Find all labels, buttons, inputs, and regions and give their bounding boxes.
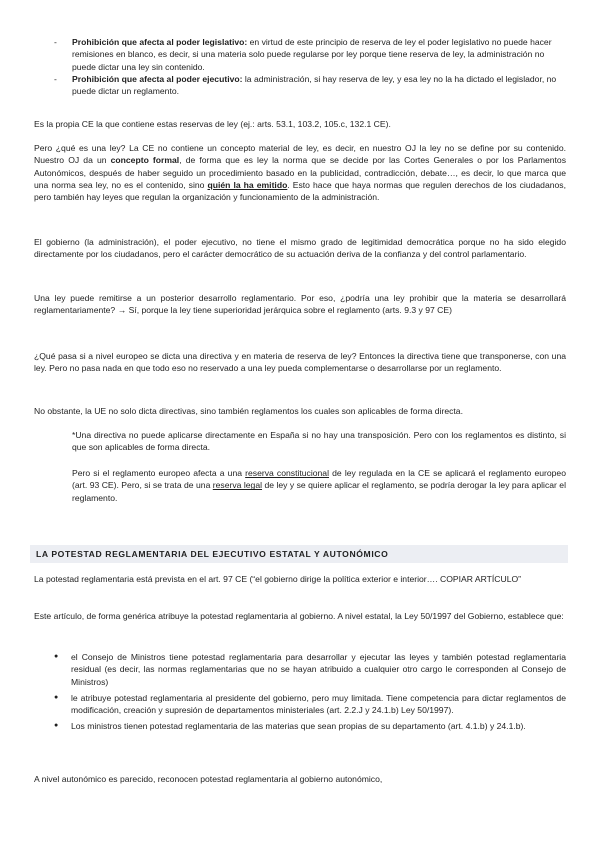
- paragraph: A nivel autonómico es parecido, reconocen potestad reglamentaria al gobierno autonómico,: [34, 774, 383, 784]
- list-item-text: la administración, si hay reserva de ley, y esa ley no la ha dictado el legislador, no puede dictar un reglamento.: [72, 73, 557, 97]
- paragraph: Este artículo, de forma genérica atribuye la potestad reglamentaria al gobierno. A nivel estatal, la Ley 50/1997 del Gobierno, establece que:: [34, 611, 564, 621]
- list-item: [54, 73, 566, 98]
- underlined-term: quién la ha emitido: [207, 179, 288, 190]
- prohibitions-list: [54, 36, 566, 97]
- bold-term: concepto formal: [110, 155, 180, 166]
- list-item-bold: Prohibición que afecta al poder legislativo:: [72, 37, 248, 47]
- paragraph: ¿Qué pasa si a nivel europeo se dicta una directiva y en materia de reserva de ley? Entonces la directiva tiene que transponerse, con una ley. Pero no pasa nada en que todo eso no reservado a una ley pueda complementarse o desarrollarse por un reglamento.: [34, 351, 566, 374]
- bullet-list: [54, 651, 566, 737]
- underlined-term: reserva constitucional: [245, 468, 329, 478]
- paragraph: La potestad reglamentaria está prevista en el art. 97 CE (“el gobierno dirige la política exterior e interior…. COPIAR ARTÍCULO”: [34, 574, 522, 584]
- paragraph: Es la propia CE la que contiene estas reservas de ley (ej.: arts. 53.1, 103.2, 105.c, 132.1 CE).: [34, 119, 391, 129]
- list-item: ● el Consejo de Ministros tiene potestad reglamentaria para desarrollar y ejecutar las leyes y también potestad reglamentaria residual (es decir, las normas reglamentarias que no se hayan atribuido a cualquier otro cargo le corresponden al Consejo de Ministros): [54, 651, 566, 688]
- paragraph: No obstante, la UE no solo dicta directivas, sino también reglamentos los cuales son aplicables de forma directa.: [34, 406, 463, 416]
- paragraph: El gobierno (la administración), el poder ejecutivo, no tiene el mismo grado de legitimidad democrática porque no ha sido elegido directamente por los ciudadanos, pero el carácter democrático de su actuación deriva de la confianza y del control parlamentario.: [34, 237, 566, 260]
- section-heading: LA POTESTAD REGLAMENTARIA DEL EJECUTIVO ESTATAL Y AUTONÓMICO: [30, 545, 568, 563]
- list-item-text: en virtud de este principio de reserva de ley el poder legislativo no puede hacer remisiones en blanco, es decir, si una materia solo puede regularse por ley porque tiene reserva de ley, la administración no puede dictar una ley sin contenido.: [72, 37, 552, 72]
- paragraph: Una ley puede remitirse a un posterior desarrollo reglamentario. Por eso, ¿podría una ley prohibir que la materia se desarrollará reglamentariamente? → Sí, porque la ley tiene superioridad jerárquica sobre el reglamento (arts. 9.3 y 97 CE): [34, 293, 566, 316]
- list-item: [54, 36, 566, 73]
- note-quote: Pero si el reglamento europeo afecta a una reserva constitucional de ley regulada en la CE se aplicará el reglamento europeo (art. 93 CE). Pero, si se trata de una reserva legal de ley y se quiere aplicar el reglamento, se podría derogar la ley para aplicar el reglamento.: [72, 468, 566, 503]
- paragraph: Pero ¿qué es una ley? La CE no contiene un concepto material de ley, es decir, en nuestro OJ la ley no se define por su contenido. Nuestro OJ da un concepto formal, de forma que es ley la norma que se decide por las Cortes Generales o por los Parlamentos Autonómicos, después de haber seguido un procedimiento basado en la publicidad, contradicción, debate…, es decir, lo que marca que una norma sea ley, no es el contenido, sino quién la ha emitido. Esto hace que haya normas que regulen derechos de los ciudadanos, pero también hay leyes que regulan la organización y funcionamiento de la administración.: [34, 143, 567, 203]
- list-item-bold: Prohibición que afecta al poder ejecutivo:: [72, 73, 243, 84]
- underlined-term: reserva legal: [212, 480, 263, 491]
- note-quote: *Una directiva no puede aplicarse directamente en España si no hay una transposición. Pero con los reglamentos es distinto, si que son aplicables de forma directa.: [72, 430, 566, 453]
- list-item: ● Los ministros tienen potestad reglamentaria de las materias que sean propias de su departamento (art. 4.1.b) y 24.1.b).: [54, 720, 566, 732]
- list-item: ● le atribuye potestad reglamentaria al presidente del gobierno, pero muy limitada. Tiene competencia para dictar reglamentos de modificación, creación y supresión de departamentos ministeriales (art. 2.2.J y 24.1.b) Ley 50/1997).: [54, 692, 566, 717]
